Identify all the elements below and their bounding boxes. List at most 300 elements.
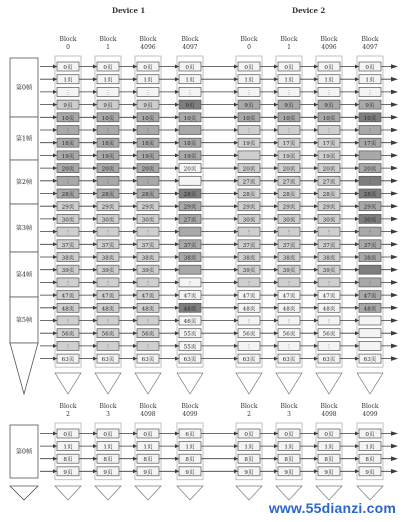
top-page-label-2-9: ⋮ (145, 179, 151, 186)
device-2-title: Device 2 (292, 6, 326, 15)
top-page-label-4-21: 56页 (242, 331, 256, 338)
top-row-arrow-head-9 (391, 179, 398, 184)
top-page-label-5-0: 0页 (284, 65, 294, 71)
top-page-label-7-5: ⋮ (367, 128, 373, 135)
top-col-header-7: Block (361, 36, 379, 43)
top-page-label-1-14: 37页 (101, 242, 115, 249)
bottom-col-header-2: Block (139, 403, 157, 410)
top-page-label-4-17: ⋮ (246, 280, 252, 287)
bottom-page-label-7-3: 9页 (365, 469, 375, 476)
top-page-label-7-12: 30页 (363, 217, 377, 224)
top-page-label-0-11: 29页 (61, 204, 75, 211)
top-page-label-0-5: ⋮ (65, 128, 71, 135)
top-page-label-5-9: 27页 (282, 179, 296, 186)
top-frame-label-0: 第0帧 (15, 84, 33, 92)
top-page-label-0-13: ⋮ (65, 230, 71, 237)
top-page-label-4-22: ⋮ (246, 344, 252, 351)
top-row-arrow-head-19 (391, 306, 398, 311)
top-frame-label-1: 第1帧 (15, 135, 33, 143)
device-1-title: Device 1 (112, 6, 146, 15)
top-column-pointer-3 (177, 373, 203, 394)
top-page-label-7-4: 10页 (363, 115, 377, 122)
top-page-label-4-4: 10页 (242, 115, 256, 122)
top-page-label-0-17: ⋮ (65, 280, 71, 287)
bottom-page-label-6-1: 1页 (324, 444, 334, 451)
bottom-col-number-5: 3 (287, 411, 291, 418)
bottom-page-label-3-2: 8页 (185, 457, 195, 464)
top-page-label-2-3: 9页 (143, 103, 153, 110)
top-col-header-0: Block (59, 36, 77, 43)
top-frame-label-4: 第4帧 (15, 271, 33, 279)
top-page-label-1-1: 1页 (103, 77, 113, 84)
top-column-pointer-4 (236, 373, 262, 394)
top-page-label-5-12: 30页 (282, 217, 296, 224)
top-page-label-5-22: ⋮ (286, 344, 292, 351)
bottom-page-label-3-0: 6页 (185, 432, 195, 438)
top-page-label-7-8: 20页 (363, 166, 377, 173)
top-col-header-5: Block (280, 36, 298, 43)
top-page-label-4-19: 48页 (242, 306, 256, 313)
top-page-label-3-7: 19页 (183, 153, 197, 160)
top-page-label-7-14: 37页 (363, 242, 377, 249)
top-page-label-1-6: 18页 (101, 141, 115, 148)
top-row-arrow-head-15 (391, 255, 398, 260)
top-page-label-0-2: ⋮ (65, 90, 71, 97)
top-page-label-5-20: ⋮ (286, 319, 292, 325)
top-page-label-6-11: 29页 (322, 204, 336, 211)
top-page-label-7-23: 63页 (363, 357, 377, 364)
top-page-label-1-7: 19页 (101, 153, 115, 160)
top-page-label-3-12: 27页 (183, 217, 197, 224)
top-page-label-0-6: 18页 (61, 141, 75, 148)
top-page-label-5-18: 47页 (282, 293, 296, 300)
top-page-label-3-10: 28页 (183, 192, 197, 198)
bottom-row-arrow-head-1 (391, 444, 398, 449)
top-page-cell-7-20 (359, 316, 381, 325)
top-page-label-5-19: 48页 (282, 306, 296, 313)
bottom-page-label-3-1: 1页 (185, 444, 195, 451)
top-page-label-6-16: 39页 (322, 268, 336, 275)
top-page-label-2-16: 39页 (141, 268, 155, 275)
top-page-label-4-11: 29页 (242, 204, 256, 211)
bottom-col-number-2: 4098 (140, 411, 156, 418)
top-page-label-5-16: 39页 (282, 268, 296, 275)
top-page-label-0-15: 38页 (61, 255, 75, 262)
bottom-page-label-1-3: 9页 (103, 469, 113, 476)
bottom-page-label-1-2: 8页 (103, 457, 113, 464)
bottom-page-label-0-3: 9页 (63, 469, 73, 476)
top-row-arrow-head-7 (391, 153, 398, 158)
top-page-label-2-10: 28页 (141, 192, 155, 198)
top-page-label-1-9: ⋮ (105, 179, 111, 186)
top-page-label-6-1: 1页 (324, 77, 334, 84)
bottom-column-pointer-7 (357, 486, 383, 500)
top-page-label-6-10: 28页 (322, 192, 336, 198)
bottom-page-label-2-2: 8页 (143, 457, 153, 464)
top-column-pointer-0 (55, 373, 81, 394)
top-page-label-3-14: 37页 (183, 242, 197, 249)
top-page-label-5-8: 20页 (282, 166, 296, 173)
top-page-label-6-2: ⋮ (326, 90, 332, 97)
bottom-col-header-5: Block (280, 403, 298, 410)
top-col-number-3: 4097 (182, 44, 198, 51)
bottom-page-label-7-0: 0页 (365, 432, 375, 438)
top-page-label-4-2: ⋮ (246, 90, 252, 97)
top-page-label-5-11: 29页 (282, 204, 296, 211)
top-page-label-7-17: ⋮ (367, 280, 373, 287)
top-page-label-7-18: 47页 (363, 293, 377, 300)
top-page-label-5-13: ⋮ (286, 230, 292, 237)
top-page-label-1-23: 63页 (101, 357, 115, 364)
top-page-label-3-19: 48页 (183, 306, 197, 313)
top-page-label-2-6: 18页 (141, 141, 155, 148)
top-frame-label-3: 第3帧 (15, 225, 33, 232)
bottom-page-label-2-1: 1页 (143, 444, 153, 451)
top-page-label-6-20: ⋮ (326, 319, 332, 325)
top-page-label-6-4: 10页 (322, 115, 336, 122)
top-page-label-2-5: ⋮ (145, 128, 151, 135)
bottom-column-pointer-0 (55, 486, 81, 500)
top-page-label-3-21: 55页 (183, 331, 197, 338)
top-page-label-1-18: 47页 (101, 293, 115, 300)
top-page-label-2-17: ⋮ (145, 280, 151, 287)
top-page-label-6-22: ⋮ (326, 344, 332, 351)
bottom-page-label-4-1: 1页 (244, 444, 254, 451)
bottom-column-pointer-3 (177, 486, 203, 500)
top-page-label-0-0: 0页 (63, 65, 73, 71)
top-page-cell-3-16 (179, 265, 201, 274)
top-page-label-5-17: ⋮ (286, 280, 292, 287)
bottom-column-pointer-1 (95, 486, 121, 500)
top-page-label-6-8: 20页 (322, 166, 336, 173)
top-page-label-2-2: ⋮ (145, 90, 151, 97)
top-col-number-5: 1 (287, 44, 291, 51)
top-row-arrow-head-6 (391, 140, 398, 145)
top-page-label-2-15: 38页 (141, 255, 155, 262)
top-page-label-5-2: ⋮ (286, 90, 292, 97)
top-page-label-2-21: 56页 (141, 331, 155, 338)
bottom-col-header-0: Block (59, 403, 77, 410)
top-col-number-6: 4096 (321, 44, 337, 51)
top-row-arrow-head-14 (391, 242, 398, 247)
top-page-label-4-0: 0页 (244, 65, 254, 71)
top-page-label-5-21: 56页 (282, 331, 296, 338)
top-page-label-1-8: 20页 (101, 166, 115, 173)
bottom-column-pointer-6 (316, 486, 342, 500)
top-page-cell-7-7 (359, 151, 381, 160)
top-page-label-1-0: 0页 (103, 65, 113, 71)
top-page-label-1-12: 30页 (101, 217, 115, 224)
top-col-header-4: Block (240, 36, 258, 43)
top-page-label-2-23: 63页 (141, 357, 155, 364)
bottom-col-number-0: 2 (66, 411, 70, 418)
bottom-page-label-0-1: 1页 (63, 444, 73, 451)
top-page-label-3-6: 18页 (183, 141, 197, 148)
top-page-label-0-19: 48页 (61, 306, 75, 313)
top-page-label-3-22: 55页 (183, 344, 197, 351)
bottom-column-pointer-2 (135, 486, 161, 500)
top-page-label-5-15: 38页 (282, 255, 296, 262)
top-page-label-4-16: 39页 (242, 268, 256, 275)
top-page-label-0-7: 19页 (61, 153, 75, 160)
top-page-label-2-11: 29页 (141, 204, 155, 211)
top-row-arrow-head-23 (391, 356, 398, 361)
top-page-label-3-11: 29页 (183, 204, 197, 211)
bottom-col-header-3: Block (181, 403, 199, 410)
top-row-arrow-head-4 (391, 115, 398, 120)
bottom-column-pointer-5 (276, 486, 302, 500)
bottom-page-label-5-2: 8页 (284, 457, 294, 464)
top-page-label-3-20: 46页 (183, 319, 197, 325)
top-page-label-6-9: 27页 (322, 179, 336, 186)
bottom-page-label-5-0: 0页 (284, 432, 294, 438)
top-page-label-6-5: ⋮ (326, 128, 332, 135)
top-page-label-2-13: ⋮ (145, 230, 151, 237)
top-frame-label-5: 第5帧 (15, 317, 33, 324)
bottom-page-label-4-3: 9页 (244, 469, 254, 476)
top-page-label-4-9: 27页 (242, 179, 256, 186)
top-page-label-3-1: 1页 (185, 77, 195, 84)
top-page-label-6-3: 9页 (324, 103, 334, 110)
top-row-arrow-head-18 (391, 293, 398, 298)
top-col-number-4: 0 (247, 44, 251, 51)
bottom-col-number-4: 2 (247, 411, 251, 418)
top-col-number-2: 4096 (140, 44, 156, 51)
top-page-label-6-19: 48页 (322, 306, 336, 313)
top-page-label-0-1: 1页 (63, 77, 73, 84)
top-page-label-5-14: 37页 (282, 242, 296, 249)
top-page-cell-3-5 (179, 126, 201, 135)
top-page-label-7-15: 38页 (363, 255, 377, 262)
top-page-cell-7-22 (359, 341, 381, 350)
top-page-label-4-12: 30页 (242, 217, 256, 224)
bottom-frame-pointer (10, 486, 38, 500)
top-column-pointer-1 (95, 373, 121, 394)
top-frame-label-2: 第2帧 (15, 179, 33, 186)
bottom-page-label-1-1: 1页 (103, 444, 113, 451)
bottom-col-header-7: Block (361, 403, 379, 410)
top-column-pointer-2 (135, 373, 161, 394)
top-page-label-3-23: 63页 (183, 357, 197, 364)
top-page-label-1-5: ⋮ (105, 128, 111, 135)
bottom-col-number-6: 4098 (321, 411, 337, 418)
top-frame-pointer (10, 343, 38, 394)
bottom-col-header-4: Block (240, 403, 258, 410)
bottom-page-label-6-0: 0页 (324, 432, 334, 438)
top-page-label-4-14: 37页 (242, 242, 256, 249)
top-page-label-2-0: 0页 (143, 65, 153, 71)
top-page-label-0-21: 56页 (61, 331, 75, 338)
bottom-col-header-6: Block (320, 403, 338, 410)
top-page-label-2-1: 1页 (143, 77, 153, 84)
top-page-label-3-18: 47页 (183, 293, 197, 300)
top-page-label-6-15: 38页 (322, 255, 336, 262)
watermark: www.55dianzi.com (268, 500, 396, 516)
top-page-label-2-18: 47页 (141, 293, 155, 300)
top-page-cell-7-21 (359, 329, 381, 338)
top-page-label-3-3: 9页 (185, 103, 195, 110)
bottom-page-label-4-0: 0页 (244, 432, 254, 438)
top-page-label-4-3: 9页 (244, 103, 254, 110)
top-page-label-5-6: 17页 (282, 141, 296, 148)
top-page-label-6-23: 63页 (322, 357, 336, 364)
top-page-label-7-11: 29页 (363, 204, 377, 211)
top-page-label-1-4: 10页 (101, 115, 115, 122)
bottom-row-arrow-head-2 (391, 456, 398, 461)
bottom-page-label-6-3: 9页 (324, 469, 334, 476)
bottom-column-pointer-4 (236, 486, 262, 500)
top-row-arrow-head-20 (391, 318, 398, 323)
top-page-label-6-13: ⋮ (326, 230, 332, 237)
top-row-arrow-head-8 (391, 166, 398, 171)
top-page-label-1-17: ⋮ (105, 280, 111, 287)
top-page-label-0-4: 10页 (61, 115, 75, 122)
top-page-label-6-14: 37页 (322, 242, 336, 249)
top-page-label-7-2: ⋮ (367, 90, 373, 97)
top-page-label-5-4: 10页 (282, 115, 296, 122)
top-page-label-5-10: 28页 (282, 192, 296, 198)
bottom-page-label-1-0: 0页 (103, 432, 113, 438)
top-column-pointer-6 (316, 373, 342, 394)
top-row-arrow-head-12 (391, 217, 398, 222)
top-page-label-2-7: 19页 (141, 153, 155, 160)
top-page-label-7-13: ⋮ (367, 230, 373, 237)
top-page-label-6-21: 56页 (322, 331, 336, 338)
bottom-frame-label-0: 第0帧 (15, 448, 33, 456)
top-page-label-7-9: ⋮ (367, 179, 373, 186)
top-page-label-3-15: 38页 (183, 255, 197, 262)
bottom-page-label-0-2: 8页 (63, 457, 73, 464)
top-col-header-1: Block (99, 36, 117, 43)
top-row-arrow-head-17 (391, 280, 398, 285)
bottom-page-label-4-2: 8页 (244, 457, 254, 464)
top-page-label-4-6: 19页 (242, 141, 256, 148)
top-page-label-0-23: 63页 (61, 357, 75, 364)
top-page-label-6-0: 0页 (324, 65, 334, 71)
top-page-label-0-16: 39页 (61, 268, 75, 275)
top-page-label-0-14: 37页 (61, 242, 75, 249)
top-page-label-2-20: ⋮ (145, 319, 151, 325)
top-page-label-5-5: ⋮ (286, 128, 292, 135)
bottom-page-label-2-0: 0页 (143, 432, 153, 438)
top-page-label-3-17: ⋮ (187, 280, 193, 287)
top-page-label-2-19: 48页 (141, 306, 155, 313)
top-page-label-4-1: 1页 (244, 77, 254, 84)
top-page-label-6-6: 17页 (322, 141, 336, 148)
bottom-page-label-3-3: 9页 (185, 469, 195, 476)
top-row-arrow-head-22 (391, 344, 398, 349)
top-page-label-4-8: 20页 (242, 166, 256, 173)
top-page-label-2-8: 20页 (141, 166, 155, 173)
top-page-label-2-4: 10页 (141, 115, 155, 122)
top-page-label-5-7: 19页 (282, 153, 296, 160)
top-page-label-2-12: 30页 (141, 217, 155, 224)
top-page-label-3-0: 0页 (185, 65, 195, 71)
top-page-label-1-15: 38页 (101, 255, 115, 262)
bottom-row-arrow-head-3 (391, 469, 398, 474)
top-page-label-1-10: 28页 (101, 192, 115, 198)
top-page-label-3-8: 20页 (183, 166, 197, 173)
bottom-page-label-6-2: 8页 (324, 457, 334, 464)
top-col-header-3: Block (181, 36, 199, 43)
top-page-label-4-10: 28页 (242, 192, 256, 198)
top-row-arrow-head-21 (391, 331, 398, 336)
bottom-page-label-0-0: 0页 (63, 432, 73, 438)
bottom-row-arrow-head-0 (391, 431, 398, 436)
top-page-label-7-19: 48页 (363, 306, 377, 313)
top-page-label-7-10: 28页 (363, 192, 377, 198)
top-page-label-1-2: ⋮ (105, 90, 111, 97)
top-page-label-6-7: 19页 (322, 153, 336, 160)
top-page-label-0-18: 47页 (61, 293, 75, 300)
top-page-label-1-19: 48页 (101, 306, 115, 313)
top-page-label-1-21: 56页 (101, 331, 115, 338)
top-row-arrow-head-0 (391, 64, 398, 69)
top-page-label-3-2: ⋮ (187, 90, 193, 97)
top-page-label-4-5: ⋮ (246, 128, 252, 135)
top-page-label-7-1: 1页 (365, 77, 375, 84)
top-page-label-0-8: 20页 (61, 166, 75, 173)
top-col-number-7: 4097 (362, 44, 378, 51)
top-page-label-1-3: 9页 (103, 103, 113, 110)
top-column-pointer-7 (357, 373, 383, 394)
top-page-label-5-1: 1页 (284, 77, 294, 84)
top-page-cell-4-7 (238, 151, 260, 160)
top-page-label-6-18: 47页 (322, 293, 336, 300)
top-page-label-0-22: ⋮ (65, 344, 71, 351)
top-page-label-0-10: 28页 (61, 192, 75, 198)
top-page-label-6-17: ⋮ (326, 280, 332, 287)
bottom-col-number-7: 4099 (362, 411, 378, 418)
top-page-label-5-23: 63页 (282, 357, 296, 364)
top-page-label-4-20: ⋮ (246, 319, 252, 325)
top-page-cell-7-16 (359, 265, 381, 274)
top-page-label-4-13: ⋮ (246, 230, 252, 237)
top-page-label-1-22: ⋮ (105, 344, 111, 351)
bottom-col-header-1: Block (99, 403, 117, 410)
top-col-header-6: Block (320, 36, 338, 43)
top-row-arrow-head-1 (391, 77, 398, 82)
top-page-label-1-20: ⋮ (105, 319, 111, 325)
top-page-label-0-3: 9页 (63, 103, 73, 110)
top-col-number-0: 0 (66, 44, 70, 51)
top-page-label-0-20: ⋮ (65, 319, 71, 325)
top-page-cell-3-13 (179, 227, 201, 236)
top-col-number-1: 1 (106, 44, 110, 51)
bottom-page-label-5-3: 9页 (284, 469, 294, 476)
top-page-label-0-9: ⋮ (65, 179, 71, 186)
top-row-arrow-head-5 (391, 128, 398, 133)
top-row-arrow-head-13 (391, 229, 398, 234)
top-page-label-4-15: 38页 (242, 255, 256, 262)
top-page-label-4-18: 47页 (242, 293, 256, 300)
top-row-arrow-head-2 (391, 90, 398, 95)
top-column-pointer-5 (276, 373, 302, 394)
top-row-arrow-head-11 (391, 204, 398, 209)
top-row-arrow-head-10 (391, 191, 398, 196)
top-page-label-7-6: 17页 (363, 141, 377, 148)
top-page-label-1-16: 39页 (101, 268, 115, 275)
top-page-label-2-22: ⋮ (145, 344, 151, 351)
bottom-page-label-7-2: 8页 (365, 457, 375, 464)
top-page-label-4-23: 63页 (242, 357, 256, 364)
top-page-cell-3-9 (179, 176, 201, 185)
top-row-arrow-head-3 (391, 102, 398, 107)
top-page-label-1-13: ⋮ (105, 230, 111, 237)
top-row-arrow-head-16 (391, 267, 398, 272)
top-page-label-7-0: 0页 (365, 65, 375, 71)
top-page-label-1-11: 29页 (101, 204, 115, 211)
